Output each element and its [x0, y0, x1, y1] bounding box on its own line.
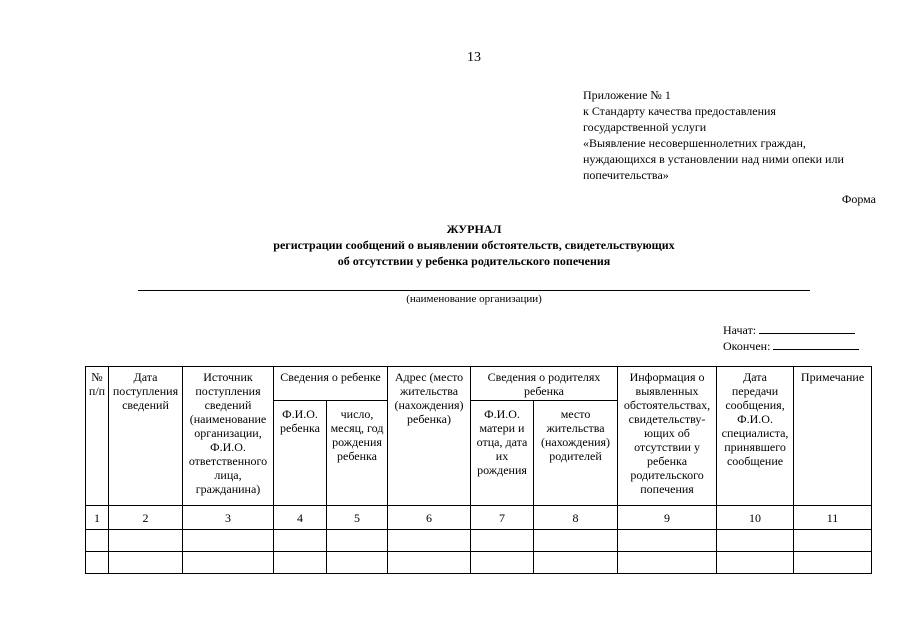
appendix-block: [583, 87, 883, 183]
column-number: 1: [86, 506, 109, 530]
column-number: 5: [327, 506, 388, 530]
empty-cell: [534, 552, 618, 574]
empty-cell: [274, 552, 327, 574]
header-parents-name: Ф.И.О. матери и отца, дата их рождения: [471, 401, 534, 506]
empty-cell: [86, 530, 109, 552]
header-date-received: Дата поступления сведений: [109, 367, 183, 506]
empty-cell: [327, 552, 388, 574]
journal-dates: [723, 322, 859, 354]
empty-table-row: [86, 530, 872, 552]
empty-cell: [274, 530, 327, 552]
page-number: 13: [467, 50, 481, 65]
empty-table-row: [86, 552, 872, 574]
column-number: 3: [183, 506, 274, 530]
end-date-blank: [773, 338, 859, 350]
start-date-blank: [759, 322, 855, 334]
column-number: 10: [717, 506, 794, 530]
column-number: 11: [794, 506, 872, 530]
title-line-3: об отсутствии у ребенка родительского попечения: [337, 254, 611, 268]
empty-cell: [388, 552, 471, 574]
empty-cell: [471, 530, 534, 552]
header-row: [86, 367, 872, 401]
column-number: 8: [534, 506, 618, 530]
empty-cell: [183, 530, 274, 552]
empty-cell: [534, 530, 618, 552]
empty-cell: [618, 552, 717, 574]
header-parents-residence: место жительства (нахождения) родителей: [534, 401, 618, 506]
form-label: Форма: [841, 192, 876, 206]
end-date-row: [723, 338, 859, 354]
appendix-line: государственной услуги: [583, 120, 707, 134]
empty-cell: [618, 530, 717, 552]
title-line-2: регистрации сообщений о выявлении обстоятельств, свидетельствующих: [273, 238, 675, 252]
empty-cell: [794, 530, 872, 552]
header-address: Адрес (место жительства (нахождения) ребенка): [388, 367, 471, 506]
organization-caption: (наименование организации): [406, 293, 542, 305]
organization-name-line: [138, 290, 810, 291]
empty-cell: [471, 552, 534, 574]
empty-cell: [86, 552, 109, 574]
start-date-label: Начат:: [723, 323, 757, 337]
empty-cell: [327, 530, 388, 552]
end-date-label: Окончен:: [723, 339, 771, 353]
appendix-line: нуждающихся в установлении над ними опеки или: [583, 152, 844, 166]
empty-cell: [388, 530, 471, 552]
header-circumstances: Информация о выявленных обстоятельствах, свидетельству-ющих об отсутствии у ребенка родительского попечения: [618, 367, 717, 506]
empty-cell: [794, 552, 872, 574]
empty-cell: [183, 552, 274, 574]
column-number: 4: [274, 506, 327, 530]
column-number: 7: [471, 506, 534, 530]
journal-table: [85, 366, 872, 574]
header-note: Примечание: [794, 367, 872, 506]
document-title: [0, 221, 905, 269]
empty-cell: [109, 530, 183, 552]
header-child-info: Сведения о ребенке: [274, 367, 388, 401]
column-number-row: [86, 506, 872, 530]
appendix-line: попечительства»: [583, 168, 669, 182]
empty-cell: [109, 552, 183, 574]
header-parents-info: Сведения о родителях ребенка: [471, 367, 618, 401]
title-line-1: ЖУРНАЛ: [446, 222, 502, 236]
header-source: Источник поступления сведений (наименование организации, Ф.И.О. ответственного лица, гражданина): [183, 367, 274, 506]
column-number: 9: [618, 506, 717, 530]
header-transfer-date: Дата передачи сообщения, Ф.И.О. специалиста, принявшего сообщение: [717, 367, 794, 506]
header-child-name: Ф.И.О. ребенка: [274, 401, 327, 506]
column-number: 2: [109, 506, 183, 530]
empty-cell: [717, 552, 794, 574]
appendix-line: «Выявление несовершеннолетних граждан,: [583, 136, 806, 150]
appendix-line: к Стандарту качества предоставления: [583, 104, 776, 118]
appendix-line: Приложение № 1: [583, 88, 671, 102]
header-num: № п/п: [86, 367, 109, 506]
column-number: 6: [388, 506, 471, 530]
empty-cell: [717, 530, 794, 552]
start-date-row: [723, 322, 859, 338]
header-child-dob: число, месяц, год рождения ребенка: [327, 401, 388, 506]
